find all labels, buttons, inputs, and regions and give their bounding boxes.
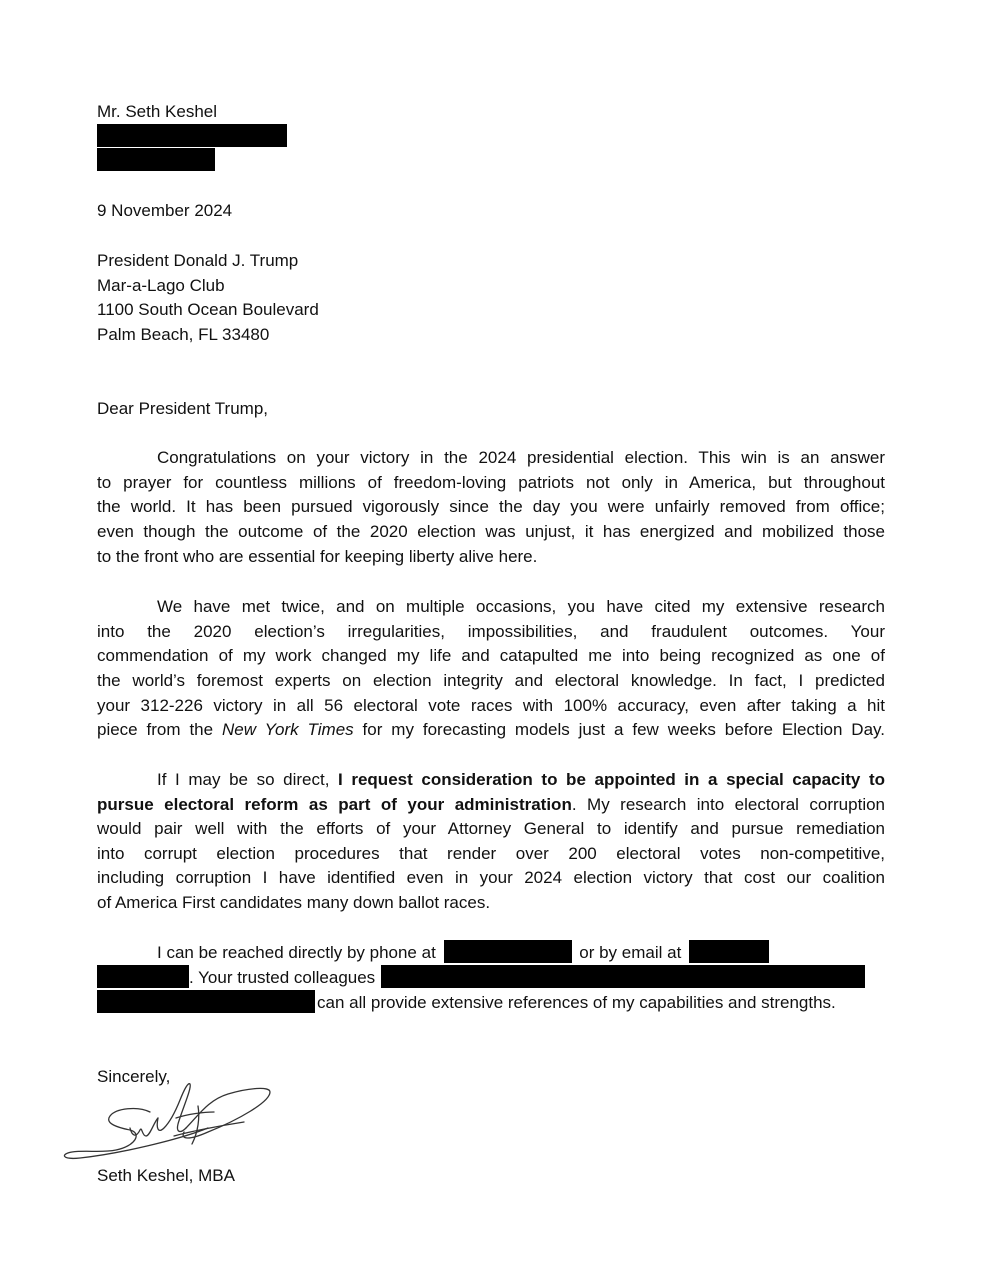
paragraph-2-line: We have met twice, and on multiple occasions, you have cited my extensive research xyxy=(157,597,885,616)
paragraph-2-line: piece from the New York Times for my forecasting models just a few weeks before Election Day. xyxy=(97,720,885,739)
paragraph-2-line: the world’s foremost experts on election integrity and electoral knowledge. In fact, I predicted xyxy=(97,671,885,690)
newspaper-title: New York Times xyxy=(222,720,354,739)
closing: Sincerely, xyxy=(97,1067,171,1086)
request-emphasis: pursue electoral reform as part of your administration xyxy=(97,795,572,814)
redacted-email-part-1 xyxy=(689,940,769,963)
paragraph-4-line-2: . Your trusted colleagues xyxy=(97,965,865,990)
salutation: Dear President Trump, xyxy=(97,399,269,418)
redacted-colleague-names-cont xyxy=(97,990,315,1013)
paragraph-4-line-3: can all provide extensive references of my capabilities and strengths. xyxy=(97,990,836,1015)
paragraph-2-line: into the 2020 election’s irregularities, impossibilities, and fraudulent outcomes. Your xyxy=(97,622,885,641)
paragraph-4-line-1: I can be reached directly by phone at or by email at xyxy=(157,940,769,965)
paragraph-3-line: including corruption I have identified even in your 2024 election victory that cost our coalition xyxy=(97,868,885,887)
recipient-city: Palm Beach, FL 33480 xyxy=(97,325,270,344)
paragraph-3-line: of America First candidates many down ballot races. xyxy=(97,893,491,912)
redacted-phone xyxy=(444,940,572,963)
paragraph-3-line: If I may be so direct, I request consideration to be appointed in a special capacity to xyxy=(157,770,885,789)
paragraph-1-line: Congratulations on your victory in the 2024 presidential election. This win is an answer xyxy=(157,448,885,467)
paragraph-2-line: commendation of my work changed my life and catapulted me into being recognized as one of xyxy=(97,646,885,665)
recipient-street: 1100 South Ocean Boulevard xyxy=(97,300,319,319)
redacted-sender-address-line-2 xyxy=(97,148,215,171)
redacted-email-part-2 xyxy=(97,965,189,988)
paragraph-2-line: your 312-226 victory in all 56 electoral vote races with 100% accuracy, even after taking a hit xyxy=(97,696,885,715)
sender-name: Mr. Seth Keshel xyxy=(97,102,218,121)
recipient-name: President Donald J. Trump xyxy=(97,251,299,270)
redacted-colleague-names xyxy=(381,965,865,988)
paragraph-1-line: even though the outcome of the 2020 election was unjust, it has energized and mobilized those xyxy=(97,522,885,541)
paragraph-1-line: the world. It has been pursued vigorously since the day you were unfairly removed from office; xyxy=(97,497,885,516)
paragraph-1-line: to the front who are essential for keeping liberty alive here. xyxy=(97,547,538,566)
signature-name: Seth Keshel, MBA xyxy=(97,1166,235,1185)
handwritten-signature xyxy=(58,1070,278,1170)
paragraph-1-line: to prayer for countless millions of freedom-loving patriots not only in America, but throughout xyxy=(97,473,885,492)
redacted-sender-address-line-1 xyxy=(97,124,287,147)
paragraph-3-line: into corrupt election procedures that render over 200 electoral votes non-competitive, xyxy=(97,844,885,863)
recipient-org: Mar-a-Lago Club xyxy=(97,276,225,295)
paragraph-3-line: would pair well with the efforts of your Attorney General to identify and pursue remediation xyxy=(97,819,885,838)
request-emphasis: I request consideration to be appointed in a special capacity to xyxy=(338,770,885,789)
paragraph-3-line: pursue electoral reform as part of your administration. My research into electoral corruption xyxy=(97,795,885,814)
letter-date: 9 November 2024 xyxy=(97,201,233,220)
